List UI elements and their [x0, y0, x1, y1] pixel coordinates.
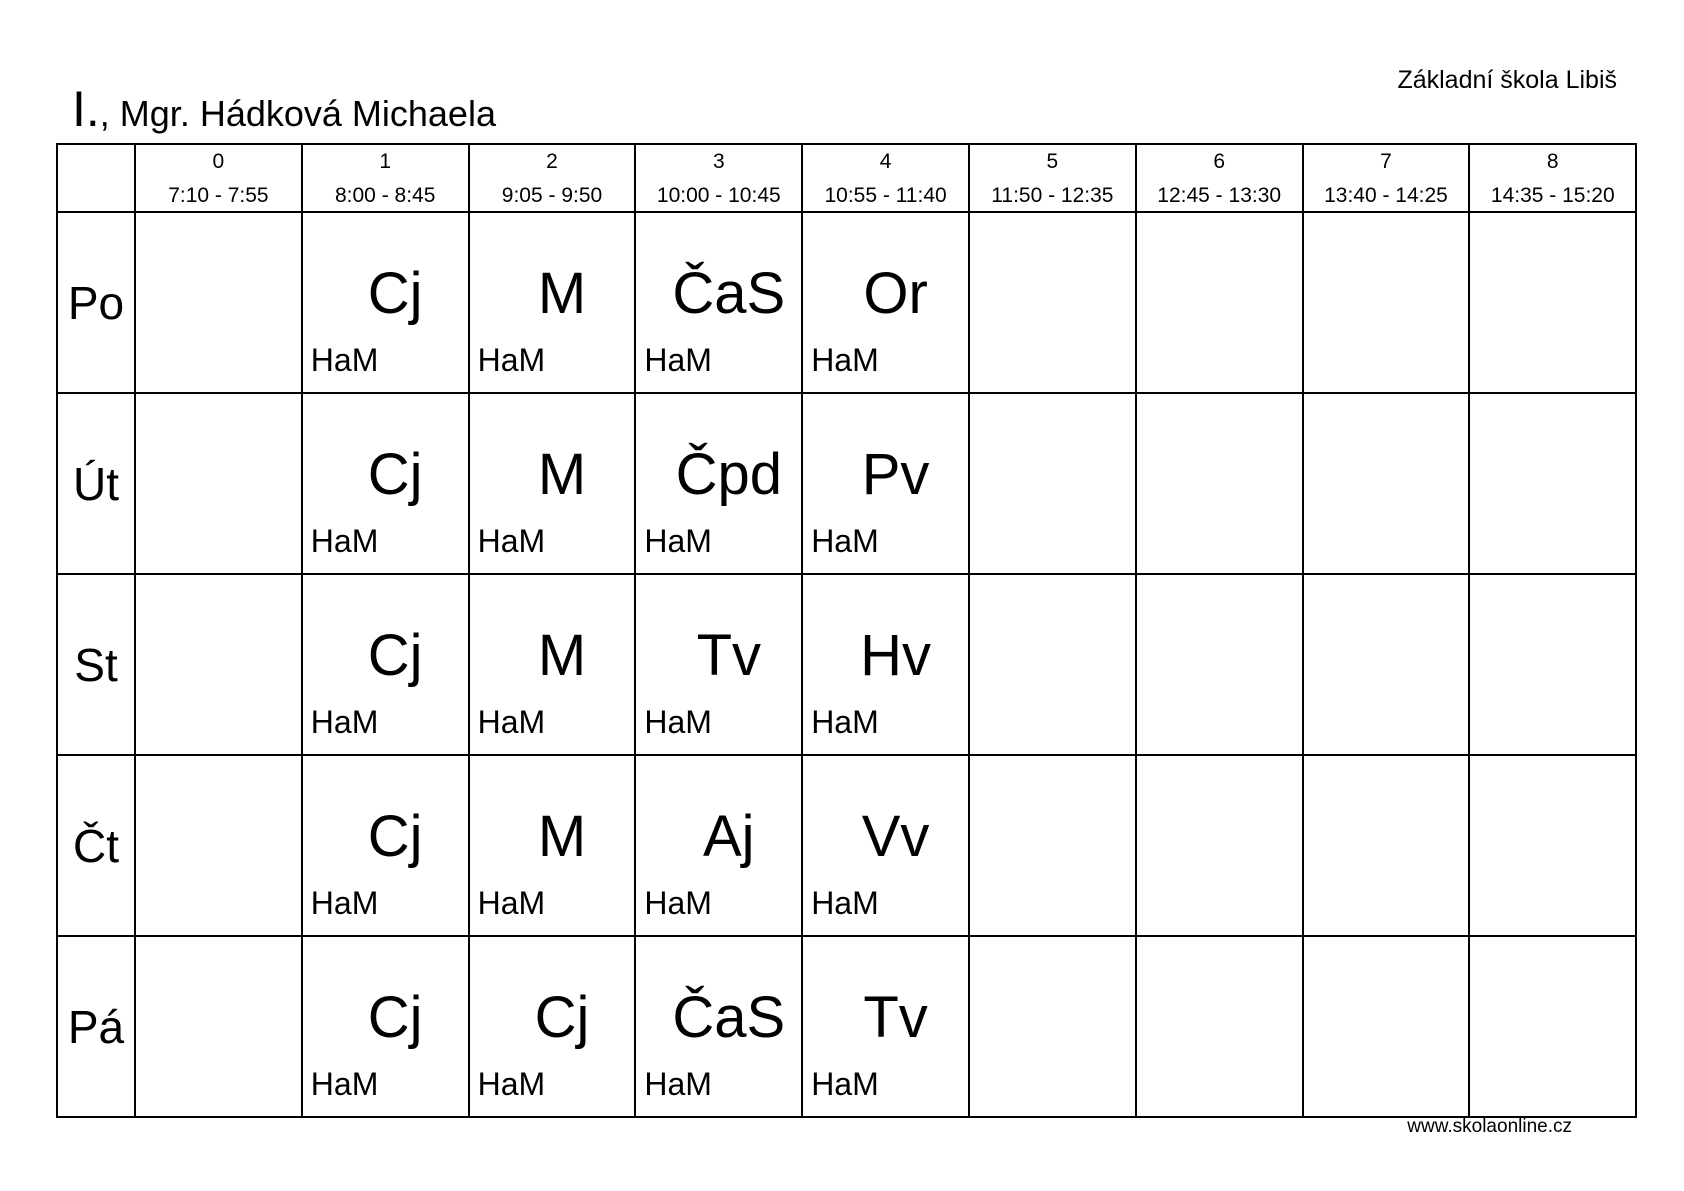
empty-cell	[1136, 755, 1303, 936]
subject-code: Or	[863, 261, 928, 326]
teacher-code: HaM	[477, 885, 546, 921]
period-header	[969, 144, 1136, 212]
teacher-code: HaM	[477, 342, 546, 378]
teacher-code: HaM	[644, 523, 712, 559]
lesson-cell	[469, 574, 636, 755]
teacher-code: HaM	[644, 342, 712, 378]
empty-cell	[135, 574, 302, 755]
day-label: Út	[57, 393, 135, 574]
period-number: 0	[212, 150, 225, 173]
period-header	[635, 144, 802, 212]
day-label: St	[57, 574, 135, 755]
lesson-cell	[302, 393, 469, 574]
teacher-code: HaM	[811, 704, 879, 740]
day-label: Čt	[57, 755, 135, 936]
period-time: 14:35 - 15:20	[1490, 184, 1615, 207]
timetable	[56, 143, 1637, 1118]
empty-cell	[1469, 574, 1636, 755]
lesson-cell	[802, 936, 969, 1117]
empty-cell	[969, 574, 1136, 755]
subject-code: Cj	[367, 442, 423, 507]
lesson-cell	[802, 393, 969, 574]
lesson-cell	[469, 755, 636, 936]
subject-code: ČaS	[672, 261, 786, 326]
empty-cell	[1136, 212, 1303, 393]
lesson-cell	[302, 212, 469, 393]
empty-cell	[1136, 574, 1303, 755]
period-time: 12:45 - 13:30	[1157, 184, 1282, 207]
period-time: 9:05 - 9:50	[501, 184, 603, 207]
teacher-code: HaM	[477, 523, 546, 559]
lesson-cell	[802, 574, 969, 755]
period-number: 7	[1380, 150, 1392, 173]
subject-code: Cj	[367, 261, 423, 326]
period-number: 1	[379, 150, 392, 173]
empty-cell	[969, 755, 1136, 936]
empty-cell	[1303, 755, 1470, 936]
lesson-cell	[635, 212, 802, 393]
empty-cell	[1136, 936, 1303, 1117]
lesson-cell	[302, 936, 469, 1117]
empty-cell	[1303, 212, 1470, 393]
teacher-code: HaM	[310, 885, 379, 921]
lesson-cell	[635, 393, 802, 574]
subject-code: Cj	[367, 985, 423, 1050]
day-label: Po	[57, 212, 135, 393]
subject-code: Cj	[367, 623, 423, 688]
period-time: 8:00 - 8:45	[334, 184, 436, 207]
empty-cell	[1303, 936, 1470, 1117]
lesson-cell	[635, 936, 802, 1117]
lesson-cell	[469, 212, 636, 393]
period-header	[1469, 144, 1636, 212]
period-header-row	[57, 144, 1636, 212]
period-time: 11:50 - 12:35	[991, 184, 1114, 207]
class-name: I.	[72, 81, 100, 137]
empty-cell	[135, 212, 302, 393]
teacher-code: HaM	[310, 1066, 379, 1102]
lesson-cell	[802, 212, 969, 393]
empty-cell	[135, 936, 302, 1117]
period-time: 13:40 - 14:25	[1324, 184, 1448, 207]
teacher-code: HaM	[811, 1066, 879, 1102]
period-header	[802, 144, 969, 212]
day-row	[57, 936, 1636, 1117]
day-row	[57, 755, 1636, 936]
lesson-cell	[635, 574, 802, 755]
lesson-cell	[802, 755, 969, 936]
teacher-name: , Mgr. Hádková Michaela	[99, 93, 496, 134]
subject-code: Vv	[861, 804, 930, 869]
period-header	[1303, 144, 1470, 212]
empty-cell	[1303, 574, 1470, 755]
period-number: 4	[879, 150, 892, 173]
day-row	[57, 393, 1636, 574]
lesson-cell	[469, 393, 636, 574]
period-header	[302, 144, 469, 212]
subject-code: Tv	[863, 985, 928, 1050]
subject-code: Pv	[861, 442, 930, 507]
subject-code: Cj	[367, 804, 423, 869]
teacher-code: HaM	[811, 885, 879, 921]
period-time: 7:10 - 7:55	[168, 184, 269, 207]
subject-code: Tv	[696, 623, 761, 688]
empty-cell	[969, 393, 1136, 574]
empty-cell	[1469, 755, 1636, 936]
subject-code: M	[537, 804, 587, 869]
empty-cell	[1469, 936, 1636, 1117]
lesson-cell	[302, 574, 469, 755]
teacher-code: HaM	[477, 704, 546, 740]
period-time: 10:55 - 11:40	[824, 184, 947, 207]
teacher-code: HaM	[310, 342, 379, 378]
teacher-code: HaM	[644, 1066, 712, 1102]
subject-code: M	[537, 623, 587, 688]
teacher-code: HaM	[644, 885, 712, 921]
empty-cell	[969, 936, 1136, 1117]
teacher-code: HaM	[310, 704, 379, 740]
lesson-cell	[469, 936, 636, 1117]
empty-cell	[1303, 393, 1470, 574]
subject-code: M	[537, 442, 587, 507]
period-number: 5	[1046, 150, 1059, 173]
empty-cell	[135, 755, 302, 936]
empty-cell	[135, 393, 302, 574]
subject-code: ČaS	[672, 985, 786, 1050]
subject-code: Čpd	[675, 442, 782, 507]
period-number: 2	[546, 150, 558, 173]
empty-cell	[1136, 393, 1303, 574]
period-header	[1136, 144, 1303, 212]
period-header	[135, 144, 302, 212]
day-row	[57, 574, 1636, 755]
subject-code: Hv	[860, 623, 932, 688]
period-time: 10:00 - 10:45	[656, 184, 781, 207]
period-number: 6	[1213, 150, 1226, 173]
empty-cell	[969, 212, 1136, 393]
lesson-cell	[635, 755, 802, 936]
empty-cell	[1469, 212, 1636, 393]
teacher-code: HaM	[644, 704, 712, 740]
teacher-code: HaM	[310, 523, 379, 559]
teacher-code: HaM	[811, 342, 879, 378]
school-name: Základní škola Libiš	[1397, 66, 1617, 94]
empty-cell	[1469, 393, 1636, 574]
period-number: 8	[1546, 150, 1559, 173]
teacher-code: HaM	[477, 1066, 546, 1102]
subject-code: Aj	[703, 804, 755, 869]
subject-code: M	[537, 261, 587, 326]
period-number: 3	[712, 150, 725, 173]
teacher-code: HaM	[811, 523, 879, 559]
day-label: Pá	[57, 936, 135, 1117]
day-row	[57, 212, 1636, 393]
lesson-cell	[302, 755, 469, 936]
footer-link: www.skolaonline.cz	[1407, 1116, 1572, 1137]
period-header	[469, 144, 636, 212]
page-title	[72, 81, 496, 137]
subject-code: Cj	[534, 985, 590, 1050]
corner-cell	[57, 144, 135, 212]
